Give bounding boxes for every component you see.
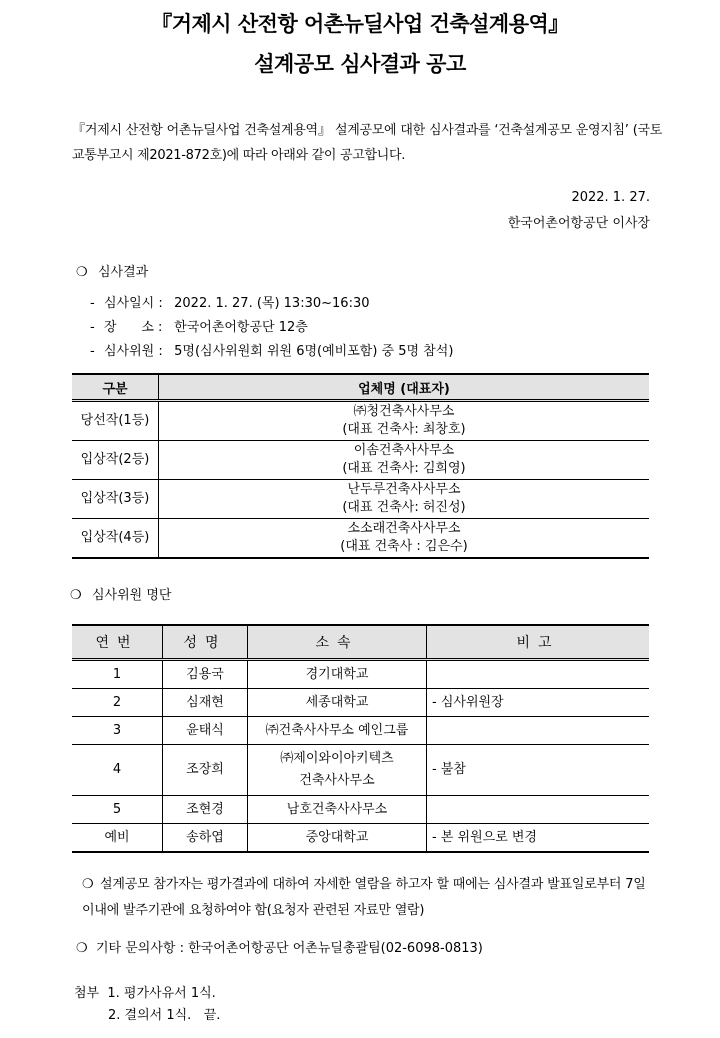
- firm-cell: 소소래건축사사무소 (대표 건축사 : 김은수): [159, 519, 650, 559]
- table-header-row: [72, 374, 649, 401]
- rank-cell: 당선작(1등): [72, 401, 159, 441]
- attachment-item: 2. 결의서 1식. 끝.: [108, 1008, 221, 1023]
- header-cell: 연번: [72, 625, 163, 660]
- table-row: 3 윤태식 ㈜건축사사무소 예인그룹: [72, 717, 649, 745]
- detail-label: 장 소 :: [104, 320, 163, 335]
- firm-cell: 이솜건축사사무소 (대표 건축사: 김희영): [159, 441, 650, 480]
- detail-label: 심사위원 :: [104, 344, 163, 359]
- table-row: [72, 480, 649, 519]
- detail-label: 심사일시 :: [104, 296, 163, 311]
- bullet-icon: ❍: [76, 265, 88, 280]
- announcement-date: 2022. 1. 27.: [571, 190, 650, 205]
- table-row: [72, 401, 649, 441]
- table-row: 5 조현경 남호건축사사무소: [72, 796, 649, 824]
- table-header-row: [72, 625, 649, 660]
- document-title: 『거제시 산전항 어촌뉴딜사업 건축설계용역』: [151, 12, 569, 36]
- attachment-item: 첨부 1. 평가사유서 1식.: [74, 986, 216, 1001]
- table-row: 예비 송하엽 중앙대학교 - 본 위원으로 변경: [72, 824, 649, 853]
- intro-paragraph: 『거제시 산전항 어촌뉴딜사업 건축설계용역』 설계공모에 대한 심사결과를 ‘건축설계공모 운영지침’ (국토교통부고시 제2021-872호)에 따라 아래와 같이 공고합니다.: [72, 123, 662, 163]
- firm-cell: ㈜청건축사사무소 (대표 건축사: 최창호): [159, 401, 650, 441]
- review-access-notice: ❍ 설계공모 참가자는 평가결과에 대하여 자세한 열람을 하고자 할 때에는 심사결과 발표일로부터 7일 이내에 발주기관에 요청하여야 함(요청자 관련된 자료만 열람): [82, 872, 656, 924]
- detail-value: 2022. 1. 27. (목) 13:30~16:30: [174, 296, 370, 311]
- issuer-name: 한국어촌어항공단 이사장: [507, 216, 650, 231]
- detail-review-datetime: - 심사일시 : 2022. 1. 27. (목) 13:30~16:30: [90, 292, 370, 311]
- bullet-icon: ❍: [82, 877, 94, 892]
- detail-review-members: - 심사위원 : 5명(심사위원회 위원 6명(예비포함) 중 5명 참석): [90, 340, 453, 359]
- results-table: [72, 373, 649, 559]
- contact-info: ❍ 기타 문의사항 : 한국어촌어항공단 어촌뉴딜총괄팀(02-6098-0813): [76, 941, 483, 956]
- detail-review-place: - 장 소 : 한국어촌어항공단 12층: [90, 316, 308, 335]
- detail-value: 5명(심사위원회 위원 6명(예비포함) 중 5명 참석): [174, 344, 454, 359]
- bullet-icon: ❍: [70, 588, 82, 603]
- detail-value: 한국어촌어항공단 12층: [174, 320, 308, 335]
- section-review-results-heading: [76, 261, 148, 280]
- section-heading-text: 심사결과: [98, 265, 149, 280]
- document-subtitle: 설계공모 심사결과 공고: [254, 52, 466, 76]
- attachment-label: 첨부: [74, 986, 100, 1001]
- header-cell: 구분: [72, 374, 159, 401]
- section-heading-text: 심사위원 명단: [92, 588, 172, 603]
- rank-cell: 입상작(3등): [72, 480, 159, 519]
- rank-cell: 입상작(2등): [72, 441, 159, 480]
- table-row: 1 김용국 경기대학교: [72, 660, 649, 689]
- bullet-icon: ❍: [76, 941, 88, 956]
- header-cell: 업체명 (대표자): [159, 374, 650, 401]
- header-cell: 성명: [163, 625, 248, 660]
- table-row: 4 조장희 ㈜제이와이아키텍츠 건축사사무소 - 불참: [72, 745, 649, 796]
- table-row: [72, 519, 649, 559]
- table-row: [72, 441, 649, 480]
- table-row: 2 심재현 세종대학교 - 심사위원장: [72, 689, 649, 717]
- committee-table: [72, 624, 649, 853]
- rank-cell: 입상작(4등): [72, 519, 159, 559]
- firm-cell: 난두루건축사사무소 (대표 건축사: 허진성): [159, 480, 650, 519]
- section-committee-heading: [70, 584, 171, 603]
- header-cell: 비고: [427, 625, 650, 660]
- header-cell: 소속: [248, 625, 427, 660]
